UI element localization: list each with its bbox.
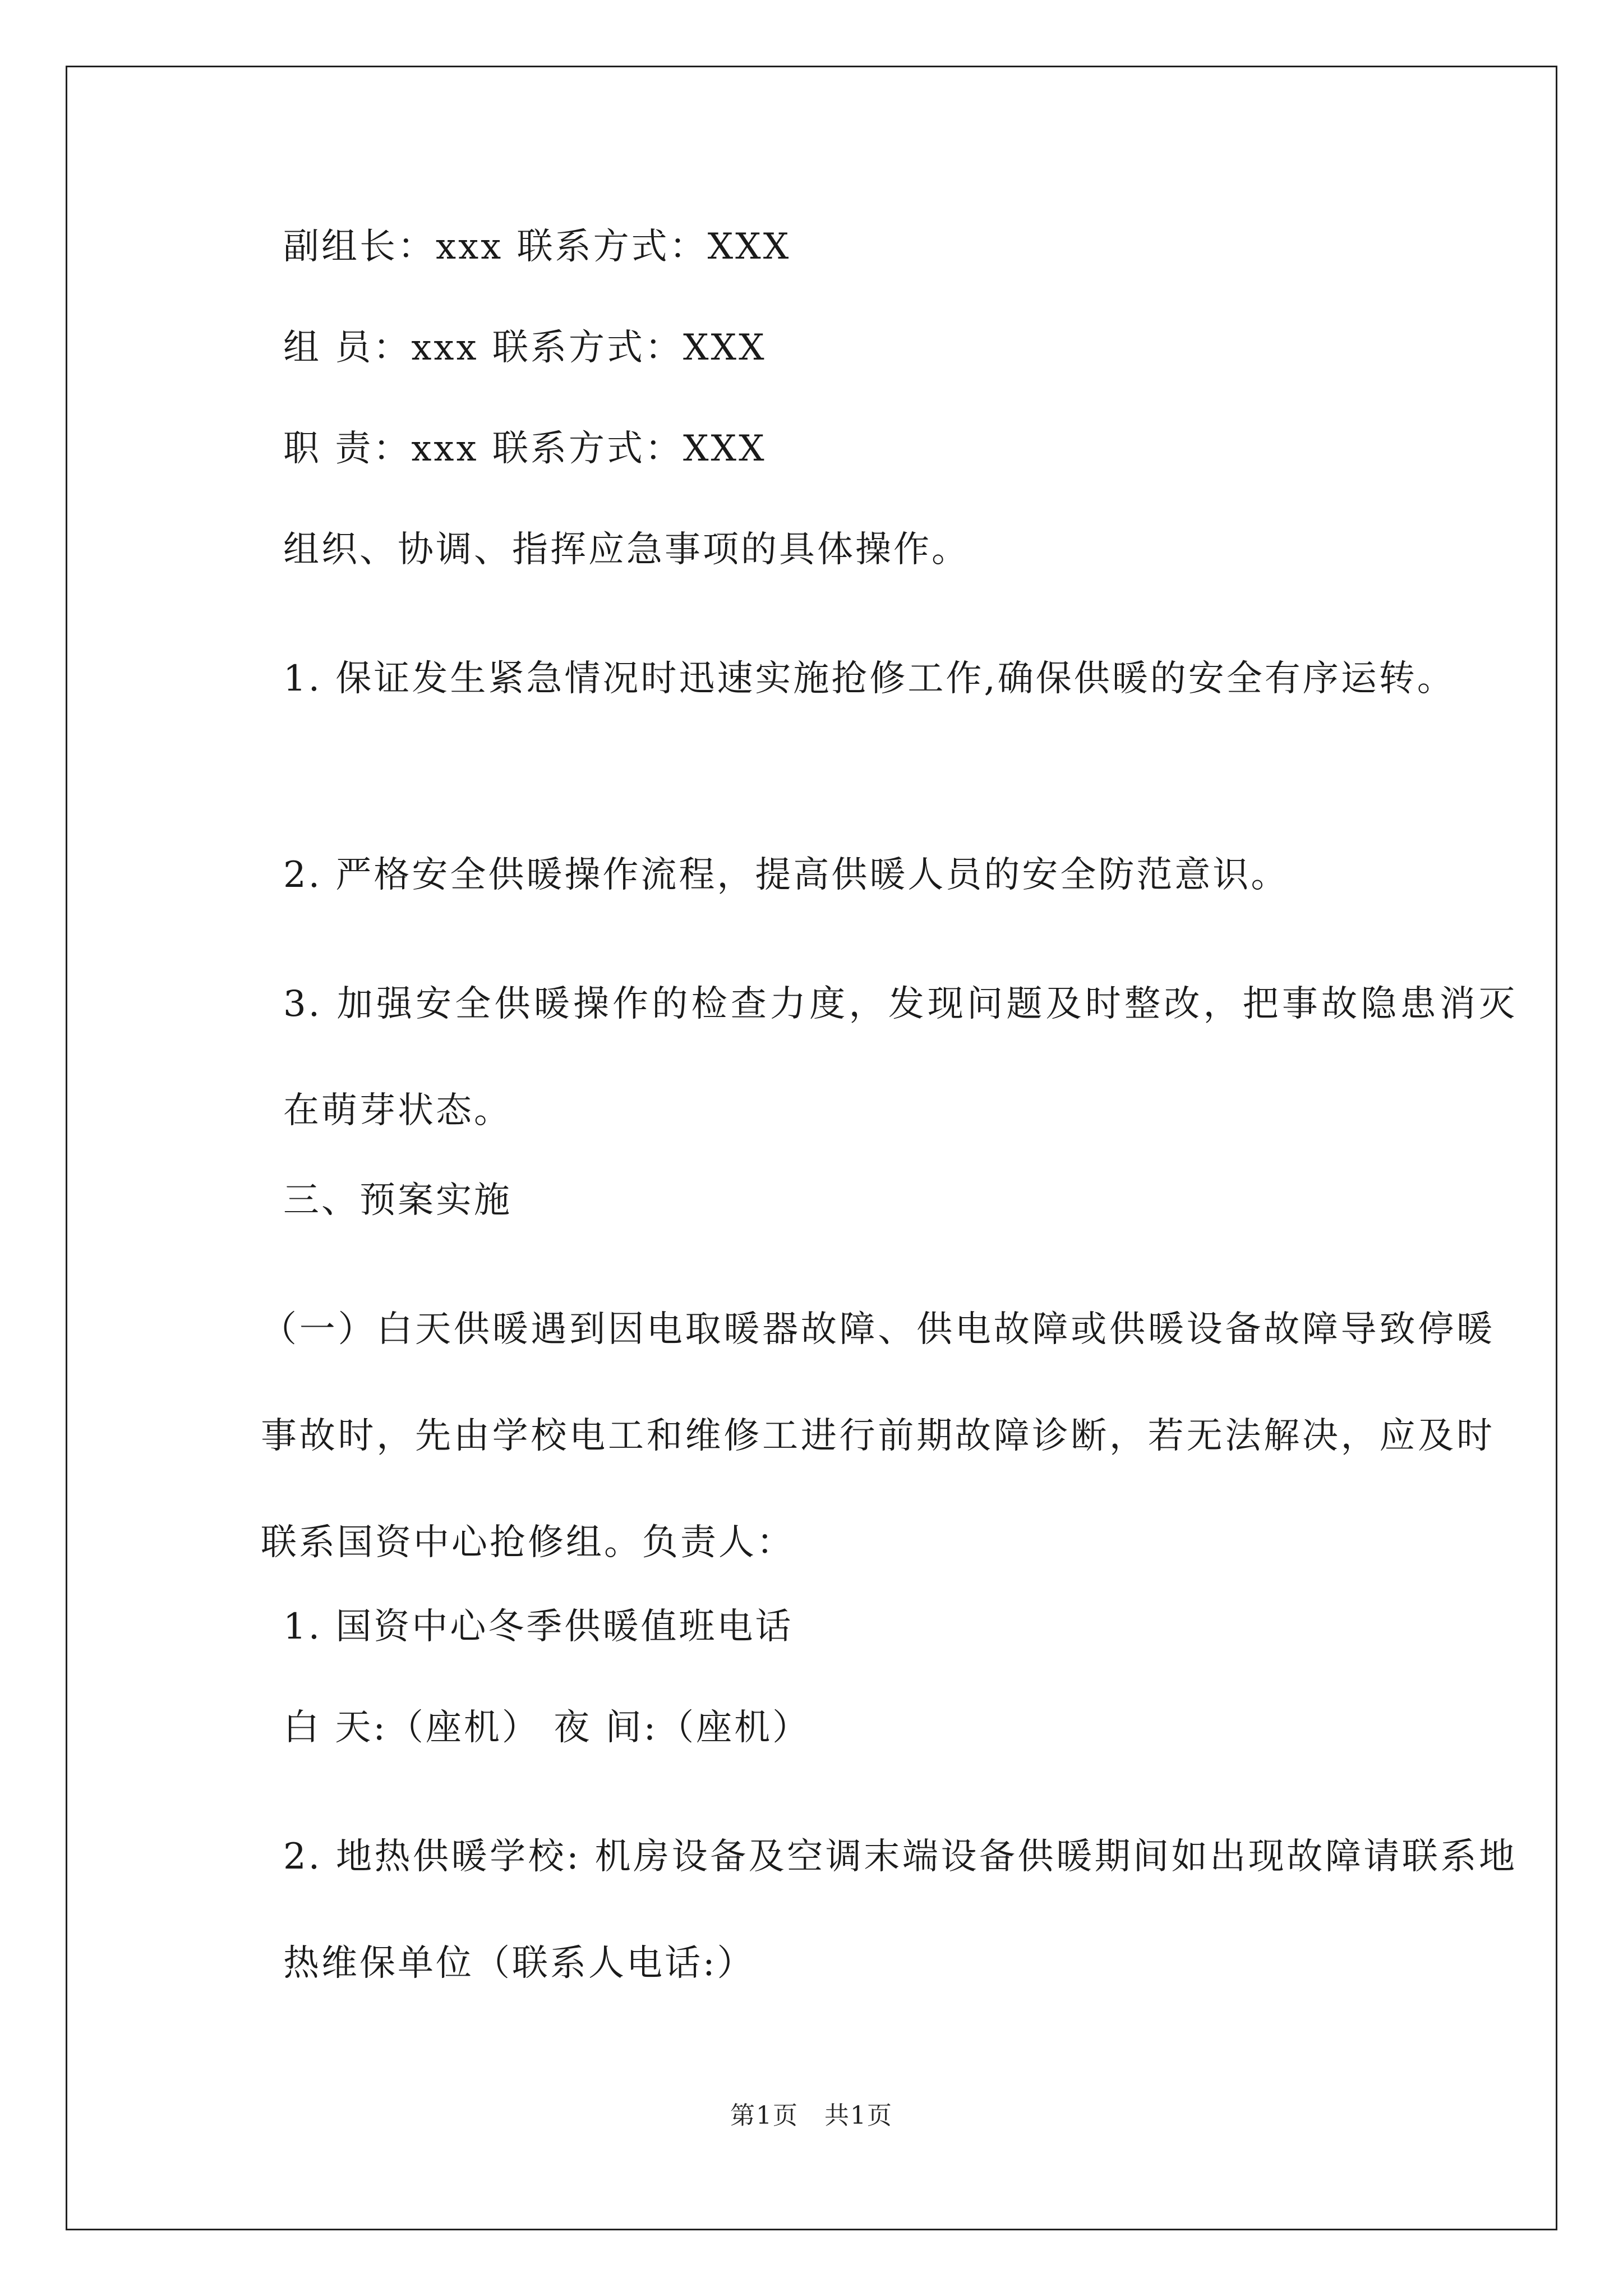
paragraph-members: 组 员：xxx 联系方式：XXX xyxy=(283,327,767,369)
paragraph-item-1: 1. 保证发生紧急情况时迅速实施抢修工作,确保供暖的安全有序运转。 xyxy=(283,658,1455,700)
paragraph-item-2: 2. 严格安全供暖操作流程，提高供暖人员的安全防范意识。 xyxy=(283,854,1289,896)
paragraph-duties: 职 责：xxx 联系方式：XXX xyxy=(283,428,767,470)
paragraph-daytime-heating-failure: （一）白天供暖遇到因电取暖器故障、供电故障或供暖设备故障导致停暖事故时，先由学校电工和维修工进行前期故障诊断，若无法解决，应及时联系国资中心抢修组。负责人： xyxy=(261,1309,1495,1563)
paragraph-deputy-leader: 副组长：xxx 联系方式：XXX xyxy=(283,226,791,268)
paragraph-day-night-phone: 白 天:（座机） 夜 间:（座机） xyxy=(283,1707,811,1749)
section-heading-plan-implementation: 三、预案实施 xyxy=(283,1180,512,1221)
paragraph-item-3: 3. 加强安全供暖操作的检查力度，发现问题及时整改，把事故隐患消灭在萌芽状态。 xyxy=(283,983,1517,1131)
page-number: 第1页 共1页 xyxy=(730,2101,893,2130)
paragraph-organize: 组织、协调、指挥应急事项的具体操作。 xyxy=(283,529,970,570)
paragraph-geothermal-school: 2. 地热供暖学校: 机房设备及空调末端设备供暖期间如出现故障请联系地热维保单位（联系人电话:） xyxy=(283,1836,1517,1984)
paragraph-duty-phone: 1. 国资中心冬季供暖值班电话 xyxy=(283,1606,794,1648)
